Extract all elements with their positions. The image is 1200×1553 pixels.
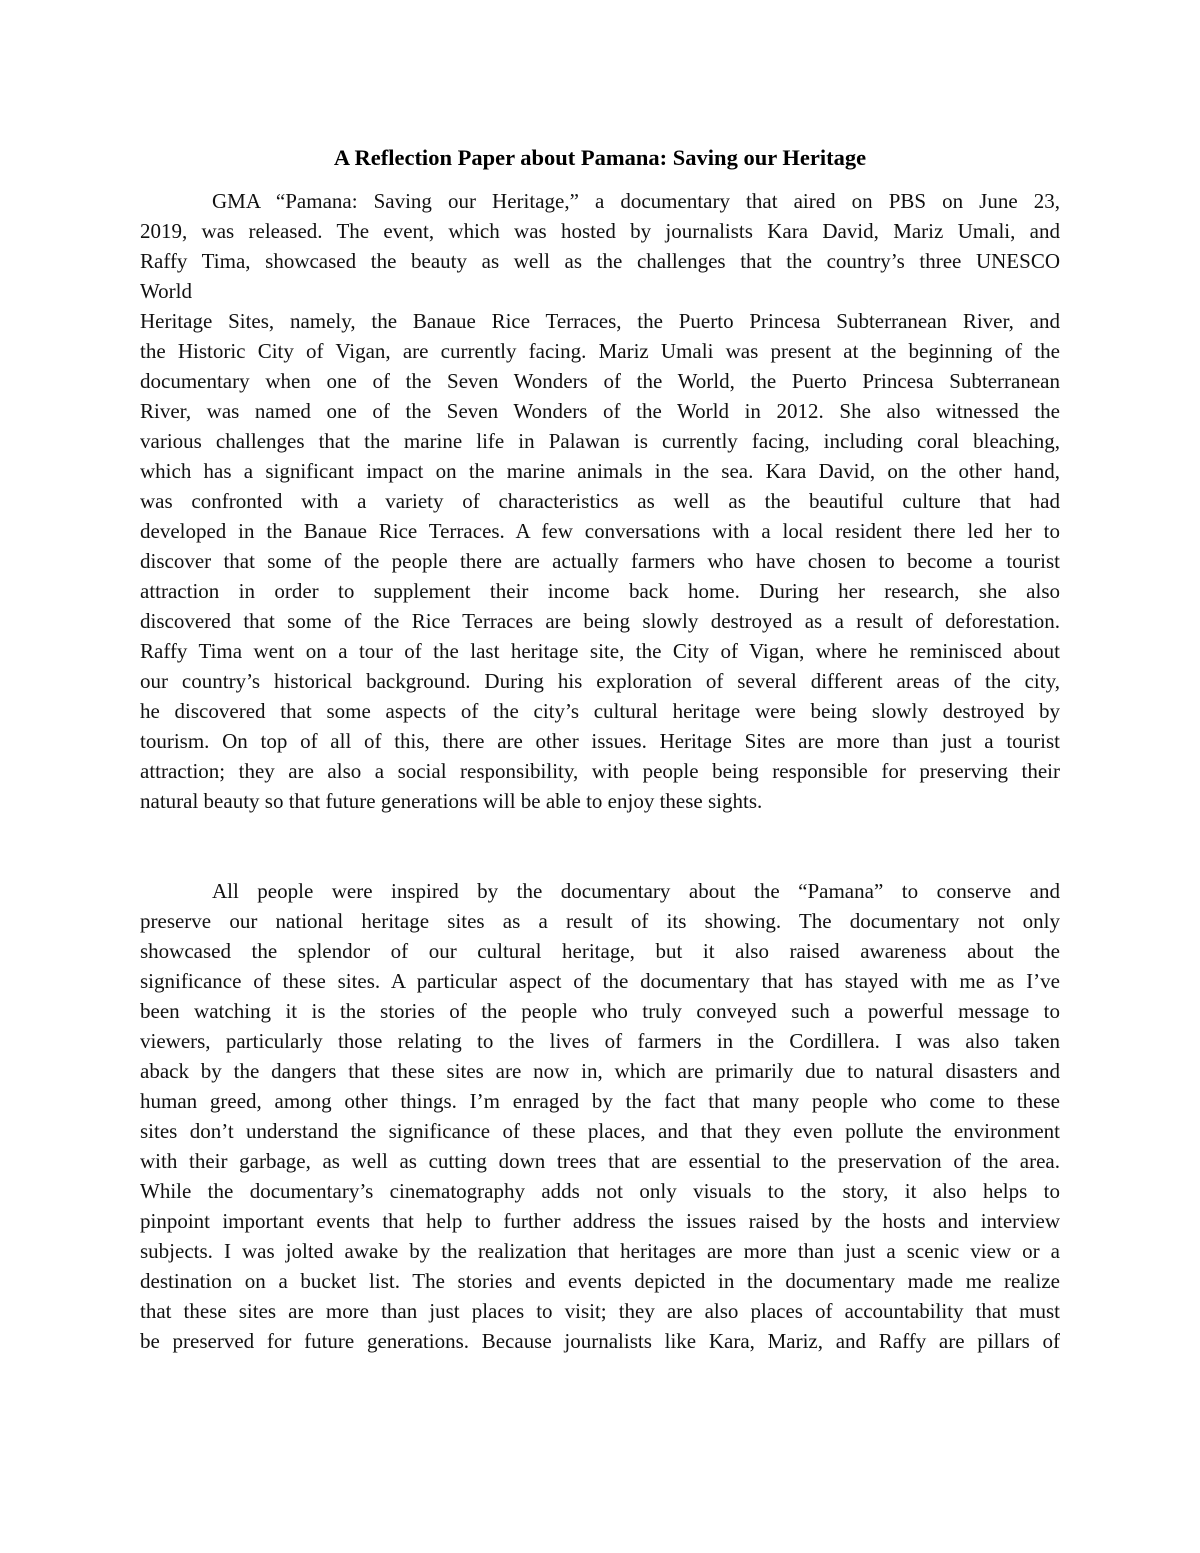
text-line: showcased the splendor of our cultural heritage, but it also raised awareness about the [140, 939, 1060, 963]
text-line: GMA “Pamana: Saving our Heritage,” a documentary that aired on PBS on June 23, [212, 189, 1060, 213]
text-line: human greed, among other things. I’m enraged by the fact that many people who come to these [140, 1089, 1060, 1113]
text-line: our country’s historical background. During his exploration of several different areas of the city, [140, 669, 1060, 693]
text-line: attraction; they are also a social responsibility, with people being responsible for preserving their [140, 759, 1060, 783]
text-line: discover that some of the people there are actually farmers who have chosen to become a tourist [140, 549, 1060, 573]
paragraph-1 [140, 186, 1060, 816]
text-line: While the documentary’s cinematography adds not only visuals to the story, it also helps to [140, 1179, 1060, 1203]
text-line: pinpoint important events that help to further address the issues raised by the hosts and interview [140, 1209, 1060, 1233]
text-line: significance of these sites. A particular aspect of the documentary that has stayed with me as I’ve [140, 969, 1060, 993]
text-line: World [140, 279, 192, 303]
text-line: he discovered that some aspects of the city’s cultural heritage were being slowly destroyed by [140, 699, 1060, 723]
text-line: was confronted with a variety of characteristics as well as the beautiful culture that had [140, 489, 1060, 513]
paragraph-2 [140, 876, 1060, 1356]
text-line: the Historic City of Vigan, are currently facing. Mariz Umali was present at the beginning of the [140, 339, 1060, 363]
text-line: been watching it is the stories of the people who truly conveyed such a powerful message to [140, 999, 1060, 1023]
text-line: River, was named one of the Seven Wonders of the World in 2012. She also witnessed the [140, 399, 1060, 423]
text-line: developed in the Banaue Rice Terraces. A few conversations with a local resident there led her to [140, 519, 1060, 543]
text-line: All people were inspired by the documentary about the “Pamana” to conserve and [212, 879, 1060, 903]
text-line: Raffy Tima went on a tour of the last heritage site, the City of Vigan, where he reminisced about [140, 639, 1060, 663]
document-title: A Reflection Paper about Pamana: Saving our Heritage [333, 145, 867, 170]
text-line: sites don’t understand the significance of these places, and that they even pollute the environment [140, 1119, 1060, 1143]
text-line: preserve our national heritage sites as a result of its showing. The documentary not only [140, 909, 1060, 933]
text-line: destination on a bucket list. The stories and events depicted in the documentary made me realize [140, 1269, 1060, 1293]
text-line: documentary when one of the Seven Wonders of the World, the Puerto Princesa Subterranean [140, 369, 1060, 393]
text-line: tourism. On top of all of this, there are other issues. Heritage Sites are more than just a tourist [140, 729, 1060, 753]
text-line: which has a significant impact on the marine animals in the sea. Kara David, on the other hand, [140, 459, 1060, 483]
text-line: Raffy Tima, showcased the beauty as well as the challenges that the country’s three UNESCO [140, 249, 1060, 273]
text-line: aback by the dangers that these sites are now in, which are primarily due to natural disasters and [140, 1059, 1060, 1083]
text-line: that these sites are more than just places to visit; they are also places of accountability that must [140, 1299, 1060, 1323]
text-line: various challenges that the marine life in Palawan is currently facing, including coral bleaching, [140, 429, 1060, 453]
text-line: Heritage Sites, namely, the Banaue Rice Terraces, the Puerto Princesa Subterranean River, and [140, 309, 1060, 333]
text-line: viewers, particularly those relating to the lives of farmers in the Cordillera. I was also taken [140, 1029, 1060, 1053]
text-line: 2019, was released. The event, which was hosted by journalists Kara David, Mariz Umali, and [140, 219, 1060, 243]
text-line: with their garbage, as well as cutting down trees that are essential to the preservation of the area. [140, 1149, 1060, 1173]
text-line: natural beauty so that future generations will be able to enjoy these sights. [140, 789, 763, 813]
text-line: be preserved for future generations. Because journalists like Kara, Mariz, and Raffy are pillars of [140, 1329, 1060, 1353]
text-line: attraction in order to supplement their income back home. During her research, she also [140, 579, 1060, 603]
text-line: discovered that some of the Rice Terraces are being slowly destroyed as a result of deforestation. [140, 609, 1060, 633]
text-line: subjects. I was jolted awake by the realization that heritages are more than just a scenic view or a [140, 1239, 1060, 1263]
